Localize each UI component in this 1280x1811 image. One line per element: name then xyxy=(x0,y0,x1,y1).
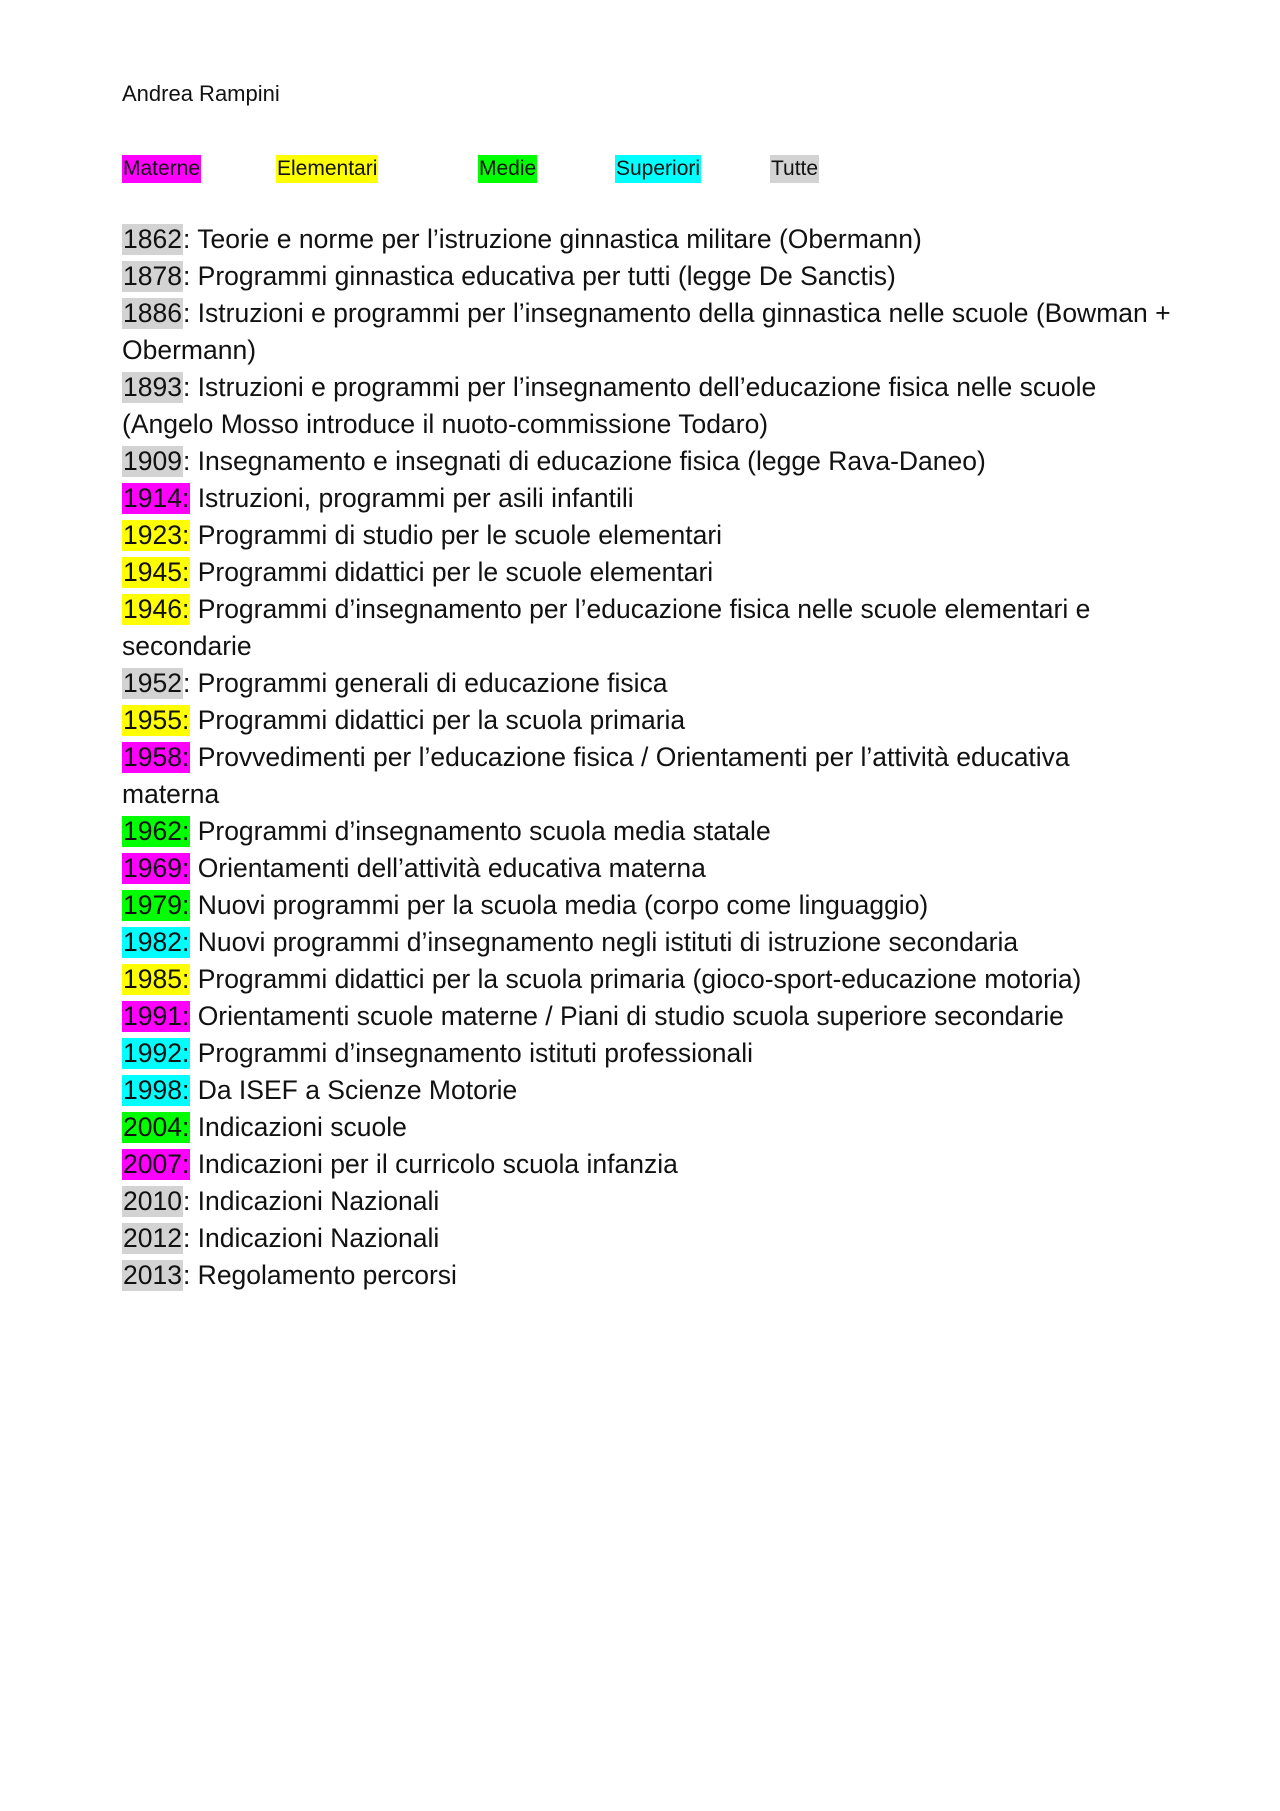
entry-year: 1982: xyxy=(123,927,190,957)
entry-year: 1886 xyxy=(123,298,182,328)
timeline-entry xyxy=(122,702,1172,739)
legend-medie: Medie xyxy=(478,155,537,183)
entry-year: 2007: xyxy=(123,1149,190,1179)
timeline-list xyxy=(122,221,1172,1294)
entry-year: 1958: xyxy=(123,742,190,772)
timeline-entry xyxy=(122,813,1172,850)
entry-text: : Indicazioni Nazionali xyxy=(182,1186,440,1216)
entry-text: : Programmi generali di educazione fisica xyxy=(182,668,668,698)
timeline-entry xyxy=(122,1109,1172,1146)
entry-text: Istruzioni, programmi per asili infantili xyxy=(190,483,634,513)
entry-text: : Teorie e norme per l’istruzione ginnastica militare (Obermann) xyxy=(182,224,922,254)
entry-text: Programmi d’insegnamento per l’educazione fisica nelle scuole elementari e secondarie xyxy=(122,594,1091,661)
legend-superiori: Superiori xyxy=(615,155,701,183)
timeline-entry xyxy=(122,887,1172,924)
timeline-entry xyxy=(122,739,1172,813)
entry-year: 1893 xyxy=(123,372,182,402)
entry-year: 1992: xyxy=(123,1038,190,1068)
entry-year: 1923: xyxy=(123,520,190,550)
timeline-entry xyxy=(122,517,1172,554)
entry-year: 1862 xyxy=(123,224,182,254)
timeline-entry xyxy=(122,924,1172,961)
entry-year: 1909 xyxy=(123,446,182,476)
entry-year: 1969: xyxy=(123,853,190,883)
entry-year: 1952 xyxy=(123,668,182,698)
timeline-entry xyxy=(122,221,1172,258)
legend-elementari: Elementari xyxy=(276,155,378,183)
timeline-entry xyxy=(122,1035,1172,1072)
entry-text: Da ISEF a Scienze Motorie xyxy=(190,1075,518,1105)
entry-text: Orientamenti scuole materne / Piani di studio scuola superiore secondarie xyxy=(190,1001,1064,1031)
entry-year: 2013 xyxy=(123,1260,182,1290)
entry-text: : Istruzioni e programmi per l’insegnamento della ginnastica nelle scuole (Bowman + Obermann) xyxy=(122,298,1171,365)
color-legend xyxy=(122,155,1172,183)
entry-text: Provvedimenti per l’educazione fisica / Orientamenti per l’attività educativa materna xyxy=(122,742,1070,809)
entry-year: 1962: xyxy=(123,816,190,846)
timeline-entry xyxy=(122,1072,1172,1109)
entry-text: : Istruzioni e programmi per l’insegnamento dell’educazione fisica nelle scuole (Angelo Mosso introduce il nuoto-commissione Todaro) xyxy=(122,372,1097,439)
entry-text: Programmi d’insegnamento scuola media statale xyxy=(190,816,771,846)
legend-tutte: Tutte xyxy=(770,155,819,183)
entry-text: Nuovi programmi d’insegnamento negli istituti di istruzione secondaria xyxy=(190,927,1019,957)
entry-year: 1991: xyxy=(123,1001,190,1031)
entry-year: 1914: xyxy=(123,483,190,513)
legend-materne: Materne xyxy=(122,155,201,183)
author-name: Andrea Rampini xyxy=(122,81,280,106)
entry-year: 1979: xyxy=(123,890,190,920)
entry-text: : Programmi ginnastica educativa per tutti (legge De Sanctis) xyxy=(182,261,896,291)
timeline-entry xyxy=(122,480,1172,517)
entry-text: Programmi didattici per le scuole elementari xyxy=(190,557,714,587)
timeline-entry xyxy=(122,369,1172,443)
entry-text: Programmi didattici per la scuola primaria xyxy=(190,705,686,735)
timeline-entry xyxy=(122,1183,1172,1220)
entry-text: Indicazioni scuole xyxy=(190,1112,407,1142)
timeline-entry xyxy=(122,961,1172,998)
timeline-entry xyxy=(122,665,1172,702)
timeline-entry xyxy=(122,591,1172,665)
timeline-entry xyxy=(122,554,1172,591)
entry-year: 1985: xyxy=(123,964,190,994)
entry-text: Programmi d’insegnamento istituti professionali xyxy=(190,1038,753,1068)
entry-year: 2012 xyxy=(123,1223,182,1253)
timeline-entry xyxy=(122,1257,1172,1294)
timeline-entry xyxy=(122,1220,1172,1257)
timeline-entry xyxy=(122,998,1172,1035)
timeline-entry xyxy=(122,850,1172,887)
entry-year: 1946: xyxy=(123,594,190,624)
entry-text: Programmi didattici per la scuola primaria (gioco-sport-educazione motoria) xyxy=(190,964,1082,994)
entry-text: : Regolamento percorsi xyxy=(182,1260,457,1290)
timeline-entry xyxy=(122,295,1172,369)
entry-text: Programmi di studio per le scuole elementari xyxy=(190,520,723,550)
timeline-entry xyxy=(122,1146,1172,1183)
timeline-entry xyxy=(122,443,1172,480)
entry-year: 2004: xyxy=(123,1112,190,1142)
entry-text: Indicazioni per il curricolo scuola infanzia xyxy=(190,1149,678,1179)
entry-year: 2010 xyxy=(123,1186,182,1216)
entry-text: Orientamenti dell’attività educativa materna xyxy=(190,853,706,883)
timeline-entry xyxy=(122,258,1172,295)
entry-text: : Indicazioni Nazionali xyxy=(182,1223,440,1253)
entry-year: 1878 xyxy=(123,261,182,291)
entry-text: Nuovi programmi per la scuola media (corpo come linguaggio) xyxy=(190,890,929,920)
entry-year: 1998: xyxy=(123,1075,190,1105)
entry-year: 1955: xyxy=(123,705,190,735)
entry-year: 1945: xyxy=(123,557,190,587)
entry-text: : Insegnamento e insegnati di educazione fisica (legge Rava-Daneo) xyxy=(182,446,986,476)
